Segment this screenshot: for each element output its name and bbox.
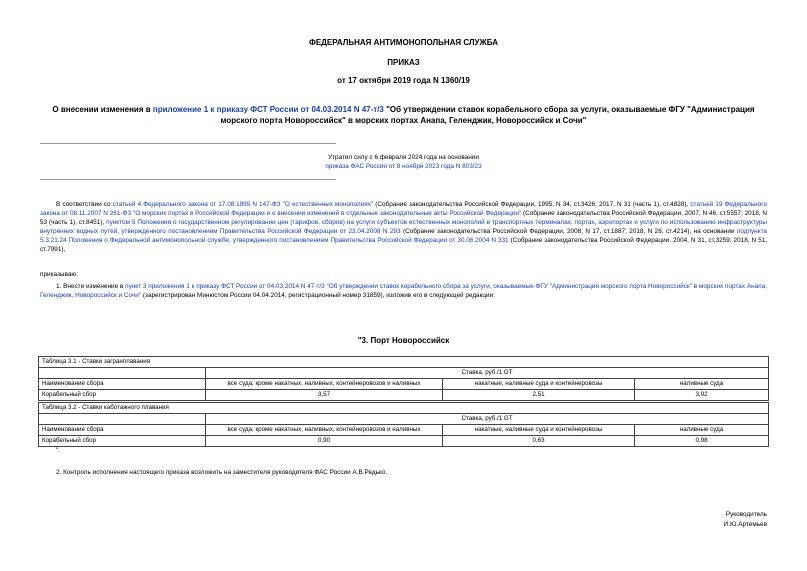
table-column-header: наливные суда [635,379,769,390]
item-2-paragraph: 2. Контроль исполнения настоящего приказа возложить на заместителя руководителя ФАС России А.В.Редько. [56,469,388,476]
lost-force-note [0,154,807,172]
signer-position: Руководитель [725,511,767,518]
table-cell-empty [39,414,206,425]
preamble-link[interactable]: статьей 4 Федерального закона от 17.08.1995 N 147-ФЗ "О естественных монополиях" [112,201,374,208]
preamble-text: В соответствии со [56,201,113,208]
signer-name: И.Ю.Артемьев [723,521,767,528]
preamble-paragraph [40,200,767,255]
table-column-header: накатные, наливные суда и контейнеровозы [443,379,635,390]
lost-force-link[interactable]: приказа ФАС России от 8 ноября 2023 года N 803/23 [325,162,482,170]
table-header-row [39,425,769,436]
divider-bottom [40,179,336,180]
quote-close: ". [56,447,61,454]
preamble-link[interactable]: пунктом 5 Положения о государственном регулировании цен (тарифов, сборов) на услуги субъектов естественных монополий в транспортных терминалах, портах, аэропортах и услуги по использованию инфраструктуры внутренних водных путей, утвержденного постановлением Правительства Российской Федерации от 23.04.2008 N 293 [40,219,767,236]
table-cell-value: 3,57 [206,390,443,401]
item-1-link[interactable]: пункт 3 приложения 1 к приказу ФСТ России от 04.03.2014 N 47-т/3 "Об утверждении ставок корабельного сбора за услуги, оказываемые ФГУ "Администрация морского порта Новороссийск" в морских портах Анапа, Геленджик, Новороссийск и Сочи" [40,283,767,300]
table-name-header: Наименование сбора [39,425,206,436]
table-cell-value: 0,63 [443,436,635,447]
table-caption: Таблица 3.1 - Ставки загранплавания [39,357,769,368]
order-word: приказываю: [40,271,78,278]
table-cell-value: 0,98 [635,436,769,447]
table-row [39,436,769,447]
rates-table-foreign [38,356,769,401]
table-rate-header: Ставка, руб./1 GT [206,368,769,379]
table-cell-value: 3,92 [635,390,769,401]
agency-heading: ФЕДЕРАЛЬНАЯ АНТИМОНОПОЛЬНАЯ СЛУЖБА [309,38,498,47]
document-type: ПРИКАЗ [387,58,420,67]
divider-top [40,143,336,144]
document-title [40,104,767,126]
table-column-header: все суда, кроме накатных, наливных, контейнеровозов и наливных [206,425,443,436]
preamble-text: (Собрание законодательства Российской Федерации, 2007, N 46, ст.5557; 2018, N 53 (часть 1), ст.8451), [40,210,767,227]
table-cell-empty [39,368,206,379]
table-rate-header-row [39,368,769,379]
rates-table-cabotage [38,402,769,447]
preamble-link[interactable]: статьей 19 Федерального закона от 08.11.2007 N 261-ФЗ "О морских портах в Российской Федерации и о внесении изменений в отдельные законодательные акты Российской Федерации" [40,201,767,218]
table-caption-row [39,357,769,368]
table-caption: Таблица 3.2 - Ставки каботажного плавания [39,403,769,414]
table-column-header: накатные, наливные суда и контейнеровозы [443,425,635,436]
table-row-label: Корабельный сбор [39,390,206,401]
table-header-row [39,379,769,390]
table-row-label: Корабельный сбор [39,436,206,447]
table-column-header: наливные суда [635,425,769,436]
table-cell-value: 2,51 [443,390,635,401]
title-link[interactable]: приложение 1 к приказу ФСТ России от 04.03.2014 N 47-т/3 [152,105,384,114]
port-section-title: "3. Порт Новороссийск [357,336,450,345]
preamble-link[interactable]: подпункта 5.3.21.24 Положения о Федеральной антимонопольной службе, утвержденного постановлением Правительства Российской Федерации от 30.06.2004 N 331 [40,228,767,245]
preamble-text: (Собрание законодательства Российской Федерации, 2004, N 31, ст.3259; 2018, N 51, ст.7991), [40,237,767,254]
preamble-text: (Собрание законодательства Российской Федерации, 2008, N 17, ст.1887; 2018, N 28, ст.4214), на основании [400,228,737,236]
table-name-header: Наименование сбора [39,379,206,390]
table-rate-header-row [39,414,769,425]
table-column-header: все суда, кроме накатных, наливных, контейнеровозов и наливных [206,379,443,390]
table-rate-header: Ставка, руб./1 GT [206,414,769,425]
preamble-text: (Собрание законодательства Российской Федерации, 1995, N 34, ст.3426; 2017, N 31 (часть 1), ст.4828), [373,201,691,208]
title-suffix: "Об утверждении ставок корабельного сбора за услуги, оказываемые ФГУ "Администрация морского порта Новороссийск" в морских портах Анапа, Геленджик, Новороссийск и Сочи" [220,105,755,126]
table-row [39,390,769,401]
table-cell-value: 0,90 [206,436,443,447]
document-date-number: от 17 октября 2019 года N 1360/19 [337,76,470,85]
item-1-text: 1. Внести изменение в [56,283,126,290]
item-1-text: (зарегистрирован Минюстом России 04.04.2014, регистрационный номер 31859), изложив его в следующей редакции: [141,292,495,300]
title-prefix: О внесении изменения в [52,105,153,114]
item-1-paragraph [40,282,767,300]
lost-force-text: Утратил силу с 6 февраля 2024 года на основании [328,154,479,161]
table-caption-row [39,403,769,414]
